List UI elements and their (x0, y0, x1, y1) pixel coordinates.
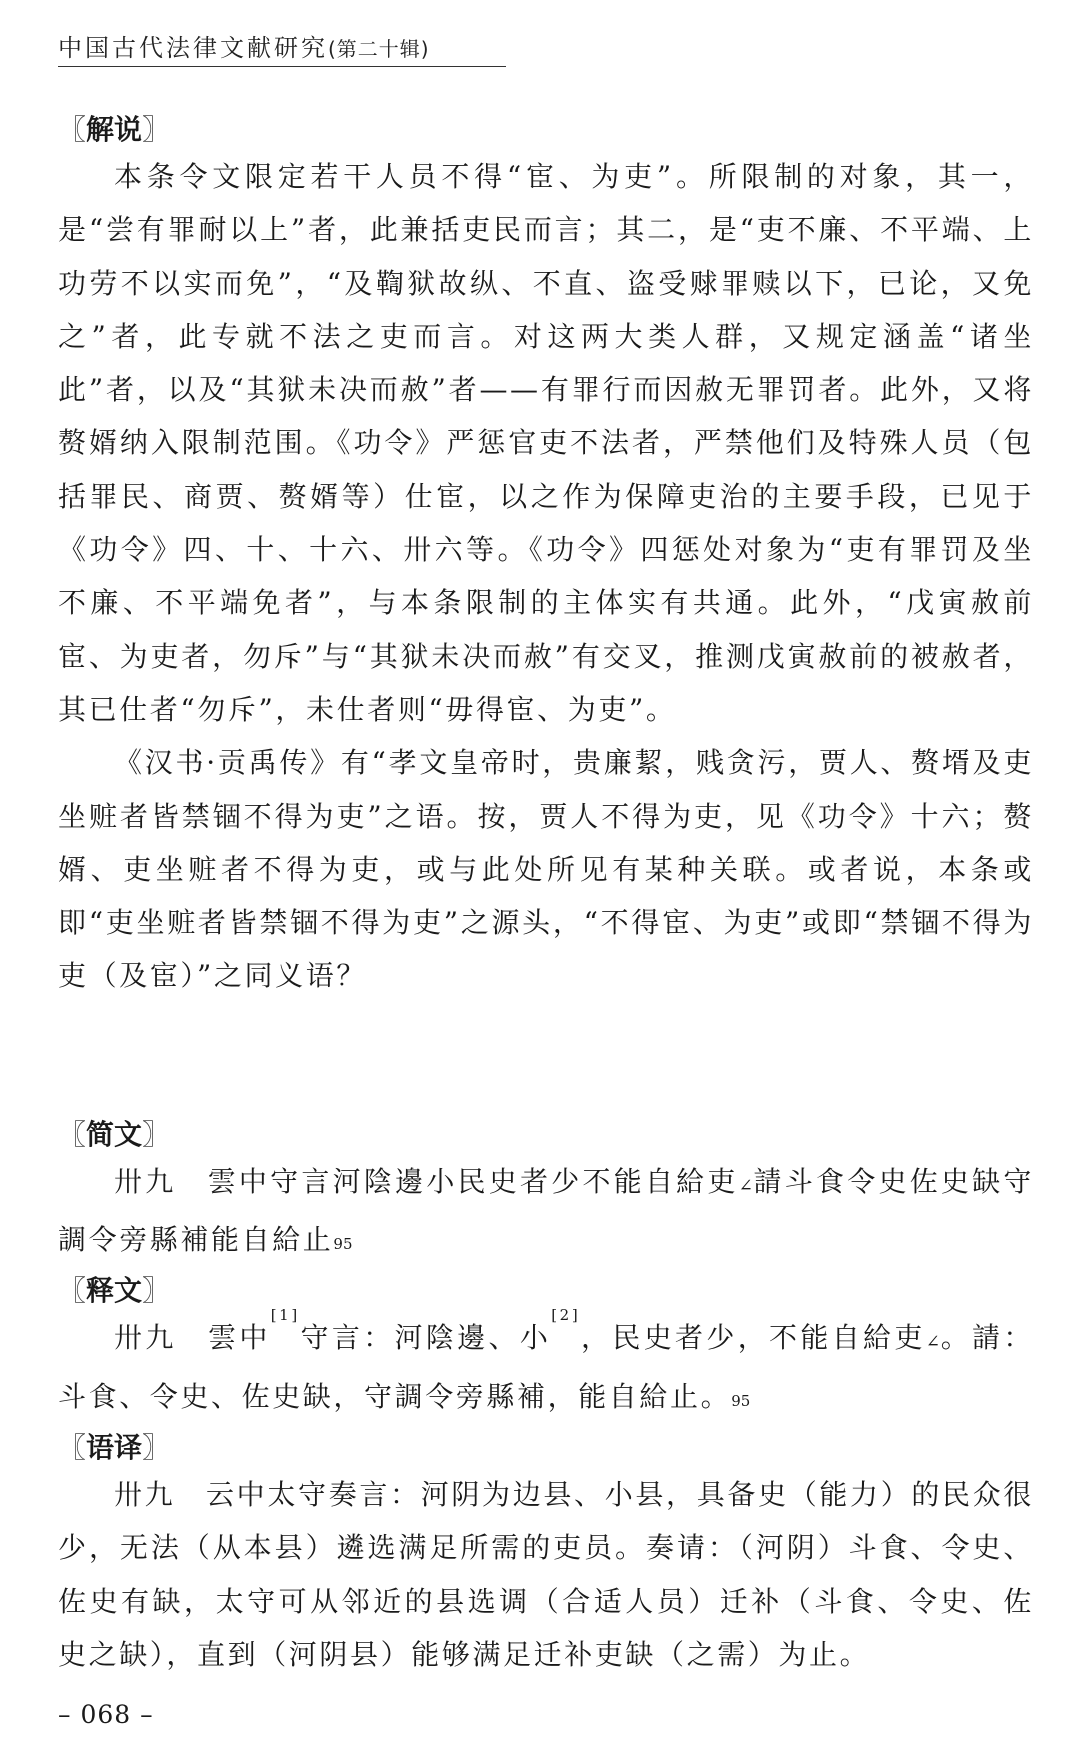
slip-number: 95 (731, 1391, 751, 1410)
page-body (58, 110, 1034, 1681)
slip-number: 95 (333, 1235, 353, 1254)
shiwen-text: 卅九 雲中[1]守言：河陰邊、小[2]，民史者少，不能自給吏∠。請：斗食、令史、佐史缺，守調令旁縣補，能自給止。95 (58, 1306, 1034, 1413)
entry-number: 卅九 (114, 1477, 176, 1511)
entry-number: 卅九 (114, 1321, 177, 1355)
section-title-jieshuo: 〖解说〗 (58, 113, 171, 146)
footnote-ref-1[interactable]: [1] (270, 1306, 300, 1325)
section-title-jianwen: 〖简文〗 (58, 1117, 171, 1151)
hook-mark: ∠ (738, 1175, 753, 1196)
header-rule (58, 66, 506, 67)
jieshuo-paragraph-2: 《汉书·贡禹传》有“孝文皇帝时，贵廉絜，贱贪污，贾人、赘壻及吏坐赃者皆禁锢不得为吏”之语。按，贾人不得为吏，见《功令》十六；赘婿、吏坐赃者不得为吏，或与此处所见有某种关联。或者说，本条或即“吏坐赃者皆禁锢不得为吏”之源头，“不得宦、为吏”或即“禁锢不得为吏（及宦）”之同义语？ (58, 746, 1034, 993)
page-number: – 068 – (58, 1700, 154, 1729)
section-title-yuyi: 〖语译〗 (58, 1430, 171, 1464)
hook-mark: ∠ (925, 1332, 940, 1353)
section-title-shiwen: 〖释文〗 (58, 1274, 171, 1308)
volume-label: (第二十辑) (328, 37, 430, 61)
jieshuo-paragraph-1: 本条令文限定若干人员不得“宦、为吏”。所限制的对象，其一，是“尝有罪耐以上”者，此兼括吏民而言；其二，是“吏不廉、不平端、上功劳不以实而免”，“及鞫狱故纵、不直、盗受赇罪赎以下，已论，又免之”者，此专就不法之吏而言。对这两大类人群，又规定涵盖“诸坐此”者，以及“其狱未决而赦”者——有罪行而因赦无罪罚者。此外，又将赘婿纳入限制范围。《功令》严惩官吏不法者，严禁他们及特殊人员（包括罪民、商贾、赘婿等）仕宦，以之作为保障吏治的主要手段，已见于《功令》四、十、十六、卅六等。《功令》四惩处对象为“吏有罪罚及坐不廉、不平端免者”，与本条限制的主体实有共通。此外，“戊寅赦前宦、为吏者，勿斥”与“其狱未决而赦”有交叉，推测戊寅赦前的被赦者，其已仕者“勿斥”，未仕者则“毋得宦、为吏”。 (58, 160, 1034, 726)
book-title: 中国古代法律文献研究 (58, 34, 328, 62)
entry-number: 卅九 (114, 1164, 177, 1198)
footnote-ref-2[interactable]: [2] (551, 1306, 581, 1325)
yuyi-text: 卅九 云中太守奏言：河阴为边县、小县，具备史（能力）的民众很少，无法（从本县）遴选满足所需的吏员。奏请：（河阴）斗食、令史、佐史有缺，太守可从邻近的县选调（合适人员）迁补（斗食、令史、佐史之缺），直到（河阴县）能够满足迁补吏缺（之需）为止。 (58, 1477, 1034, 1671)
running-header (58, 28, 430, 63)
jianwen-text: 卅九 雲中守言河陰邊小民史者少不能自給吏∠請斗食令史佐史缺守調令旁縣補能自給止95 (58, 1164, 1034, 1257)
